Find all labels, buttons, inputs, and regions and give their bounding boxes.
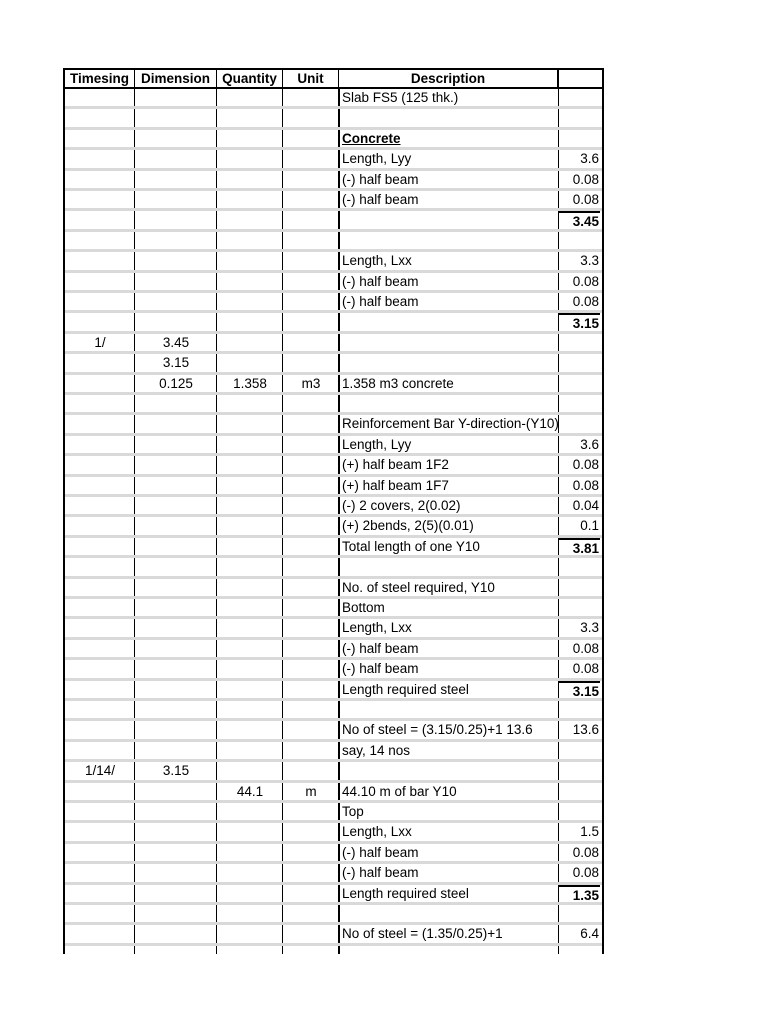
table-header bbox=[65, 68, 602, 89]
value-cell: 1.35 bbox=[559, 885, 600, 902]
header-description: Description bbox=[339, 70, 559, 87]
table-row bbox=[65, 721, 602, 741]
table-row bbox=[65, 619, 602, 639]
value-cell: 3.6 bbox=[580, 151, 599, 167]
description-cell: (+) 2bends, 2(5)(0.01) bbox=[342, 518, 474, 534]
value-cell: 0.08 bbox=[572, 457, 599, 473]
header-value bbox=[559, 70, 600, 87]
table-row bbox=[65, 823, 602, 843]
table-row bbox=[65, 375, 602, 395]
description-cell: (-) half beam bbox=[342, 294, 419, 309]
value-cell: 0.08 bbox=[572, 273, 599, 289]
description-cell: No of steel = (3.15/0.25)+1 13.6 bbox=[342, 722, 533, 738]
table-row bbox=[65, 497, 602, 517]
table-row bbox=[65, 191, 602, 211]
unit-cell: m bbox=[305, 783, 317, 799]
table-row bbox=[65, 109, 602, 129]
table-row bbox=[65, 171, 602, 191]
description-cell: Reinforcement Bar Y-direction-(Y10) bbox=[342, 416, 559, 432]
description-cell: 1.358 m3 concrete bbox=[342, 375, 454, 391]
header-quantity: Quantity bbox=[217, 70, 283, 87]
value-cell: 0.08 bbox=[572, 477, 599, 493]
value-cell: 6.4 bbox=[580, 926, 599, 942]
description-cell: No of steel = (1.35/0.25)+1 bbox=[342, 926, 503, 942]
description-cell: say, 14 nos bbox=[342, 742, 411, 758]
value-cell: 0.1 bbox=[580, 518, 599, 534]
header-timesing: Timesing bbox=[65, 70, 135, 87]
table-row bbox=[65, 273, 602, 293]
description-cell: Length required steel bbox=[342, 681, 469, 697]
description-cell: (-) 2 covers, 2(0.02) bbox=[342, 498, 461, 513]
quantity-cell: 44.1 bbox=[236, 783, 264, 799]
table-row bbox=[65, 313, 602, 333]
table-row bbox=[65, 844, 602, 864]
value-cell: 13.6 bbox=[572, 722, 599, 738]
header-unit: Unit bbox=[283, 70, 339, 87]
table-row bbox=[65, 436, 602, 456]
description-cell: Slab FS5 (125 thk.) bbox=[342, 90, 459, 105]
quantity-cell: 1.358 bbox=[233, 375, 267, 391]
description-cell: Length, Lxx bbox=[342, 253, 412, 269]
table-body bbox=[65, 89, 602, 954]
description-cell: (-) half beam bbox=[342, 171, 419, 187]
description-cell: (-) half beam bbox=[342, 661, 419, 677]
timesing-cell: 1/14/ bbox=[84, 763, 116, 779]
table-row bbox=[65, 558, 602, 578]
description-cell: (-) half beam bbox=[342, 192, 419, 207]
takeoff-sheet bbox=[63, 68, 604, 954]
table-row bbox=[65, 89, 602, 109]
value-cell: 3.45 bbox=[559, 211, 600, 228]
value-cell: 1.5 bbox=[580, 824, 599, 840]
description-cell: 44.10 m of bar Y10 bbox=[342, 783, 457, 799]
value-cell: 0.08 bbox=[572, 640, 599, 656]
timesing-cell: 1/ bbox=[94, 334, 106, 350]
description-cell: Length, Lxx bbox=[342, 620, 412, 636]
table-row bbox=[65, 150, 602, 170]
description-cell: Concrete bbox=[342, 130, 401, 146]
value-cell: 0.08 bbox=[572, 661, 599, 677]
description-cell: Length, Lyy bbox=[342, 436, 412, 452]
description-cell: Length, Lyy bbox=[342, 151, 412, 167]
table-row bbox=[65, 477, 602, 497]
table-row bbox=[65, 742, 602, 762]
table-row bbox=[65, 395, 602, 415]
table-row bbox=[65, 415, 602, 435]
table-row bbox=[65, 232, 602, 252]
table-row bbox=[65, 640, 602, 660]
dimension-cell: 3.45 bbox=[162, 334, 190, 350]
description-cell: Top bbox=[342, 804, 364, 819]
table-row bbox=[65, 252, 602, 272]
table-row bbox=[65, 905, 602, 925]
dimension-cell: 3.15 bbox=[162, 355, 190, 371]
table-row bbox=[65, 701, 602, 721]
table-row bbox=[65, 538, 602, 558]
table-row bbox=[65, 130, 602, 150]
description-cell: Bottom bbox=[342, 600, 385, 615]
dimension-cell: 3.15 bbox=[162, 763, 190, 779]
description-cell: (+) half beam 1F2 bbox=[342, 457, 449, 473]
value-cell: 3.81 bbox=[559, 538, 600, 555]
value-cell: 0.08 bbox=[572, 865, 599, 881]
table-row bbox=[65, 579, 602, 599]
table-row bbox=[65, 354, 602, 374]
value-cell: 0.04 bbox=[572, 498, 599, 513]
table-row bbox=[65, 803, 602, 823]
unit-cell: m3 bbox=[301, 375, 321, 391]
table-row bbox=[65, 293, 602, 313]
table-row bbox=[65, 762, 602, 782]
table-row bbox=[65, 517, 602, 537]
value-cell: 3.15 bbox=[559, 681, 600, 698]
table-row bbox=[65, 599, 602, 619]
table-row bbox=[65, 925, 602, 945]
table-row bbox=[65, 681, 602, 701]
value-cell: 3.6 bbox=[580, 436, 599, 452]
value-cell: 3.15 bbox=[559, 313, 600, 330]
description-cell: Length, Lxx bbox=[342, 824, 412, 840]
table-row bbox=[65, 885, 602, 905]
description-cell: No. of steel required, Y10 bbox=[342, 579, 495, 595]
dimension-cell: 0.125 bbox=[159, 375, 193, 391]
description-cell: (-) half beam bbox=[342, 844, 419, 860]
table-row bbox=[65, 660, 602, 680]
header-dimension: Dimension bbox=[135, 70, 217, 87]
table-row bbox=[65, 783, 602, 803]
value-cell: 3.3 bbox=[580, 253, 599, 269]
description-cell: Length required steel bbox=[342, 885, 469, 901]
table-row bbox=[65, 211, 602, 231]
description-cell: (-) half beam bbox=[342, 640, 419, 656]
value-cell: 0.08 bbox=[572, 294, 599, 309]
value-cell: 0.08 bbox=[572, 192, 599, 207]
value-cell: 0.08 bbox=[572, 844, 599, 860]
value-cell: 3.3 bbox=[580, 620, 599, 636]
table-row bbox=[65, 864, 602, 884]
description-cell: Total length of one Y10 bbox=[342, 538, 480, 554]
description-cell: (-) half beam bbox=[342, 273, 419, 289]
description-cell: (-) half beam bbox=[342, 865, 419, 881]
table-row bbox=[65, 334, 602, 354]
value-cell: 0.08 bbox=[572, 171, 599, 187]
table-row bbox=[65, 456, 602, 476]
description-cell: (+) half beam 1F7 bbox=[342, 477, 449, 493]
